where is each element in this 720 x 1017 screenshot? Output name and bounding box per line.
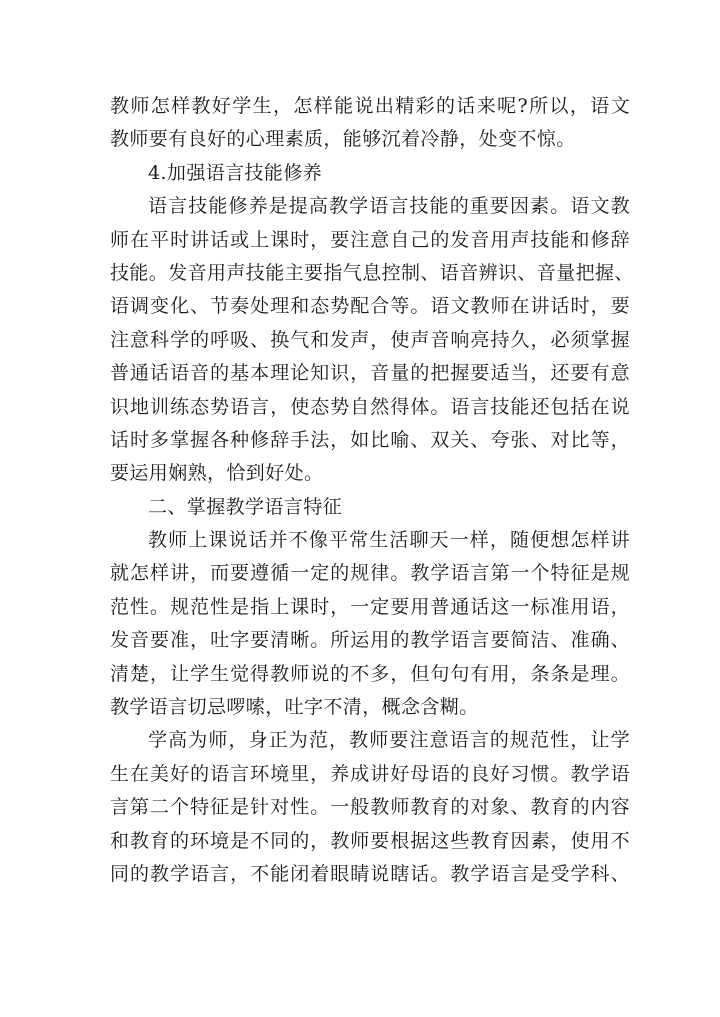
text-line: 言第二个特征是针对性。一般教师教育的对象、教育的内容: [110, 796, 630, 819]
text-line: 发音要准，吐字要清晰。所运用的教学语言要简洁、准确、: [110, 629, 630, 652]
text-line: 技能。发音用声技能主要指气息控制、语音辨识、音量把握、: [110, 261, 634, 284]
text-line: 要运用娴熟，恰到好处。: [110, 462, 324, 485]
text-line: 教师怎样教好学生，怎样能说出精彩的话来呢?所以，语文: [110, 95, 630, 117]
paragraph-start-line: 教师上课说话并不像平常生活聊天一样，随便想怎样讲: [148, 529, 630, 552]
paragraph-start-line: 语言技能修养是提高教学语言技能的重要因素。语文教: [148, 195, 630, 218]
text-line: 注意科学的呼吸、换气和发声，使声音响亮持久，必须掌握: [110, 328, 630, 351]
section-heading: 4.加强语言技能修养: [148, 161, 323, 184]
text-line: 清楚，让学生觉得教师说的不多，但句句有用，条条是理。: [110, 662, 630, 685]
text-line: 教师要有良好的心理素质，能够沉着冷静，处变不惊。: [110, 128, 576, 151]
text-line: 师在平时讲话或上课时，要注意自己的发音用声技能和修辞: [110, 228, 630, 251]
paragraph-start-line: 学高为师，身正为范，教师要注意语言的规范性，让学: [148, 729, 630, 752]
text-line: 识地训练态势语言，使态势自然得体。语言技能还包括在说: [110, 395, 630, 418]
text-line: 生在美好的语言环境里，养成讲好母语的良好习惯。教学语: [110, 762, 630, 785]
section-heading: 二、掌握教学语言特征: [148, 495, 343, 518]
text-line: 普通话语音的基本理论知识，音量的把握要适当，还要有意: [110, 362, 630, 385]
text-line: 和教育的环境是不同的，教师要根据这些教育因素，使用不: [110, 829, 630, 852]
text-line: 就怎样讲，而要遵循一定的规律。教学语言第一个特征是规: [110, 562, 630, 585]
text-line: 话时多掌握各种修辞手法，如比喻、双关、夸张、对比等，: [110, 428, 630, 451]
text-line: 同的教学语言，不能闭着眼睛说瞎话。教学语言是受学科、: [110, 862, 630, 885]
text-line: 教学语言切忌啰嗦，吐字不清，概念含糊。: [110, 696, 479, 719]
body-text: [110, 90, 634, 891]
text-line: 语调变化、节奏处理和态势配合等。语文教师在讲话时，要: [110, 295, 630, 318]
text-line: 范性。规范性是指上课时，一定要用普通话这一标准用语，: [110, 595, 630, 618]
